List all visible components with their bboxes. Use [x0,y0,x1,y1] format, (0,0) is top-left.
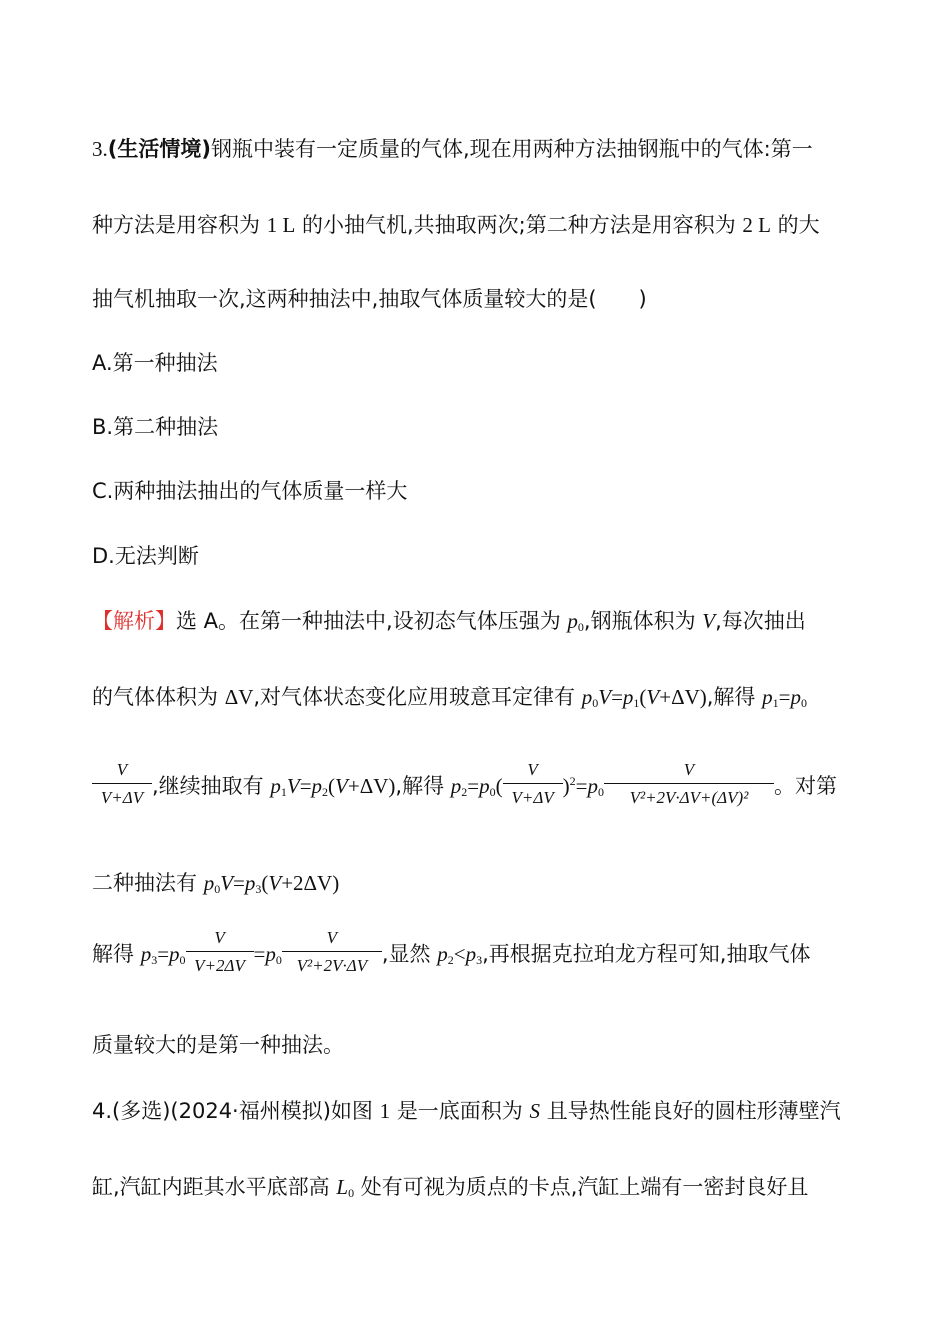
option-b-text: B.第二种抽法 [92,415,219,439]
math-sub: 0 [597,785,604,799]
math-sub: 2 [461,785,468,799]
q4-figure-number: 1 [379,1099,391,1123]
q3-tag: (生活情境) [107,137,211,161]
math-V: V [646,685,660,709]
math-lt: < [453,942,466,966]
math-sub: 0 [800,696,807,710]
math-eq: = [299,774,312,798]
q3-volume-1: 1 L [266,213,296,237]
math-sub: 0 [489,785,496,799]
math-eq: = [157,942,170,966]
math-dV: ΔV [224,685,254,709]
fraction-numerator: V [604,759,774,784]
analysis-line-2 [92,682,807,712]
math-p: p [465,942,477,966]
q3-text-2b: 的小抽气机,共抽取两次;第二种方法是用容积为 [301,213,736,237]
q3-option-c [92,476,407,506]
analysis-text: ,解得 [395,774,445,798]
analysis-text: 解得 [92,942,134,966]
analysis-text: 在第一种抽法中,设初态气体压强为 [239,609,561,633]
q4-line-1 [92,1096,841,1126]
math-p: p [437,942,448,966]
math-p: p [790,685,801,709]
q3-line-1 [92,134,813,164]
q3-number: 3. [92,137,108,161]
analysis-line-6 [92,1030,344,1060]
fraction-denominator: V²+2V·ΔV [296,956,368,975]
q3-text-2c: 的大 [777,213,820,237]
fraction-2 [604,759,774,815]
math-p: p [265,942,276,966]
math-sub: 0 [592,696,599,710]
math-p: p [762,685,773,709]
analysis-text: 。对第 [773,774,837,798]
q3-text-1: 钢瓶中装有一定质量的气体,现在用两种方法抽钢瓶中的气体:第一 [210,137,813,161]
fraction-denominator: V+2ΔV [194,956,245,975]
q4-text: 处有可视为质点的卡点,汽缸上端有一密封良好且 [360,1175,809,1199]
analysis-text: ,解得 [706,685,756,709]
math-paren: ( [261,871,269,895]
option-a-text: A.第一种抽法 [92,351,218,375]
analysis-text: ,对气体状态变化应用玻意耳定律有 [253,685,576,709]
math-sub: 0 [577,620,584,634]
fraction-denominator: V+ΔV [511,788,554,807]
analysis-answer: 选 A。 [176,609,240,633]
analysis-line-1 [92,606,806,636]
math-p: p [622,685,634,709]
math-eq: = [611,685,623,709]
math-sub: 0 [179,953,186,967]
q3-option-a [92,348,218,378]
fraction-denominator: V+ΔV [100,788,144,807]
math-eq: = [467,774,480,798]
fraction-numerator: V [282,927,382,952]
q4-text: 且导热性能良好的圆柱形薄壁汽 [546,1099,841,1123]
math-term: +ΔV [347,774,389,798]
option-d-text: D.无法判断 [92,544,199,568]
q4-line-2 [92,1172,808,1202]
analysis-text: 二种抽法有 [92,871,197,895]
math-V: V [598,685,612,709]
math-p: p [479,774,490,798]
analysis-label: 【解析】 [92,609,176,633]
math-paren: ) [332,871,340,895]
math-sub: 1 [772,696,779,710]
math-V: V [268,871,282,895]
math-V: V [702,609,716,633]
q3-line-3 [92,284,647,314]
analysis-text: 的气体体积为 [92,685,218,709]
math-p: p [311,774,323,798]
math-term: +ΔV [659,685,700,709]
math-paren: ( [639,685,647,709]
analysis-text: ,钢瓶体积为 [583,609,696,633]
math-sub: 2 [447,953,454,967]
math-p: p [244,871,256,895]
math-paren: ) [699,685,707,709]
option-c-text: C.两种抽法抽出的气体质量一样大 [92,479,408,503]
math-eq: = [778,685,791,709]
q3-option-d [92,541,199,571]
math-p: p [270,774,281,798]
analysis-text: ,继续抽取有 [152,774,264,798]
analysis-text: 质量较大的是第一种抽法。 [92,1033,344,1057]
math-sub: 3 [151,953,158,967]
math-paren: ( [328,774,336,798]
math-p: p [581,685,593,709]
math-L: L [336,1175,349,1199]
math-p: p [169,942,180,966]
math-eq: = [575,774,588,798]
math-sub: 3 [476,953,483,967]
math-eq: = [233,871,245,895]
math-p: p [140,942,152,966]
q3-text-3: 抽气机抽取一次,这两种抽法中,抽取气体质量较大的是( ) [92,287,647,311]
q3-text-2a: 种方法是用容积为 [92,213,260,237]
math-sub: 0 [348,1186,355,1200]
q4-text: 缸,汽缸内距其水平底部高 [92,1175,330,1199]
math-paren: ( [495,774,503,798]
analysis-text: ,每次抽出 [715,609,806,633]
math-V: V [220,871,234,895]
math-sub: 0 [214,882,221,896]
math-p: p [450,774,462,798]
math-S: S [529,1099,540,1123]
math-p: p [203,871,215,895]
q3-line-2 [92,210,820,240]
math-V: V [335,774,348,798]
fraction-numerator: V [92,759,152,784]
fraction-3 [186,927,254,983]
fraction-numerator: V [503,759,563,784]
q4-text: 4.(多选)(2024·福州模拟)如图 [92,1099,373,1123]
fraction-4 [282,927,382,983]
analysis-line-5 [92,926,810,982]
math-paren: ) [562,774,570,798]
math-p: p [567,609,578,633]
math-eq: = [253,942,266,966]
analysis-text: ,再根据克拉珀龙方程可知,抽取气体 [482,942,811,966]
math-sup: 2 [569,774,576,788]
q3-volume-2: 2 L [742,213,771,237]
math-sub: 1 [633,696,640,710]
math-sub: 1 [280,785,287,799]
fraction-numerator: V [186,927,254,952]
math-sub: 0 [275,953,282,967]
q3-option-b [92,412,218,442]
math-paren: ) [388,774,396,798]
fraction-1 [92,759,152,815]
math-sub: 2 [322,785,329,799]
q4-text: 是一底面积为 [396,1099,523,1123]
math-V: V [286,774,300,798]
analysis-line-3 [92,758,837,814]
analysis-line-4 [92,868,339,898]
fraction-2-inner [503,759,563,815]
math-sub: 3 [255,882,262,896]
analysis-text: ,显然 [381,942,431,966]
fraction-denominator: V²+2V·ΔV+(ΔV)² [629,788,749,807]
math-p: p [587,774,598,798]
math-term: +2ΔV [281,871,333,895]
